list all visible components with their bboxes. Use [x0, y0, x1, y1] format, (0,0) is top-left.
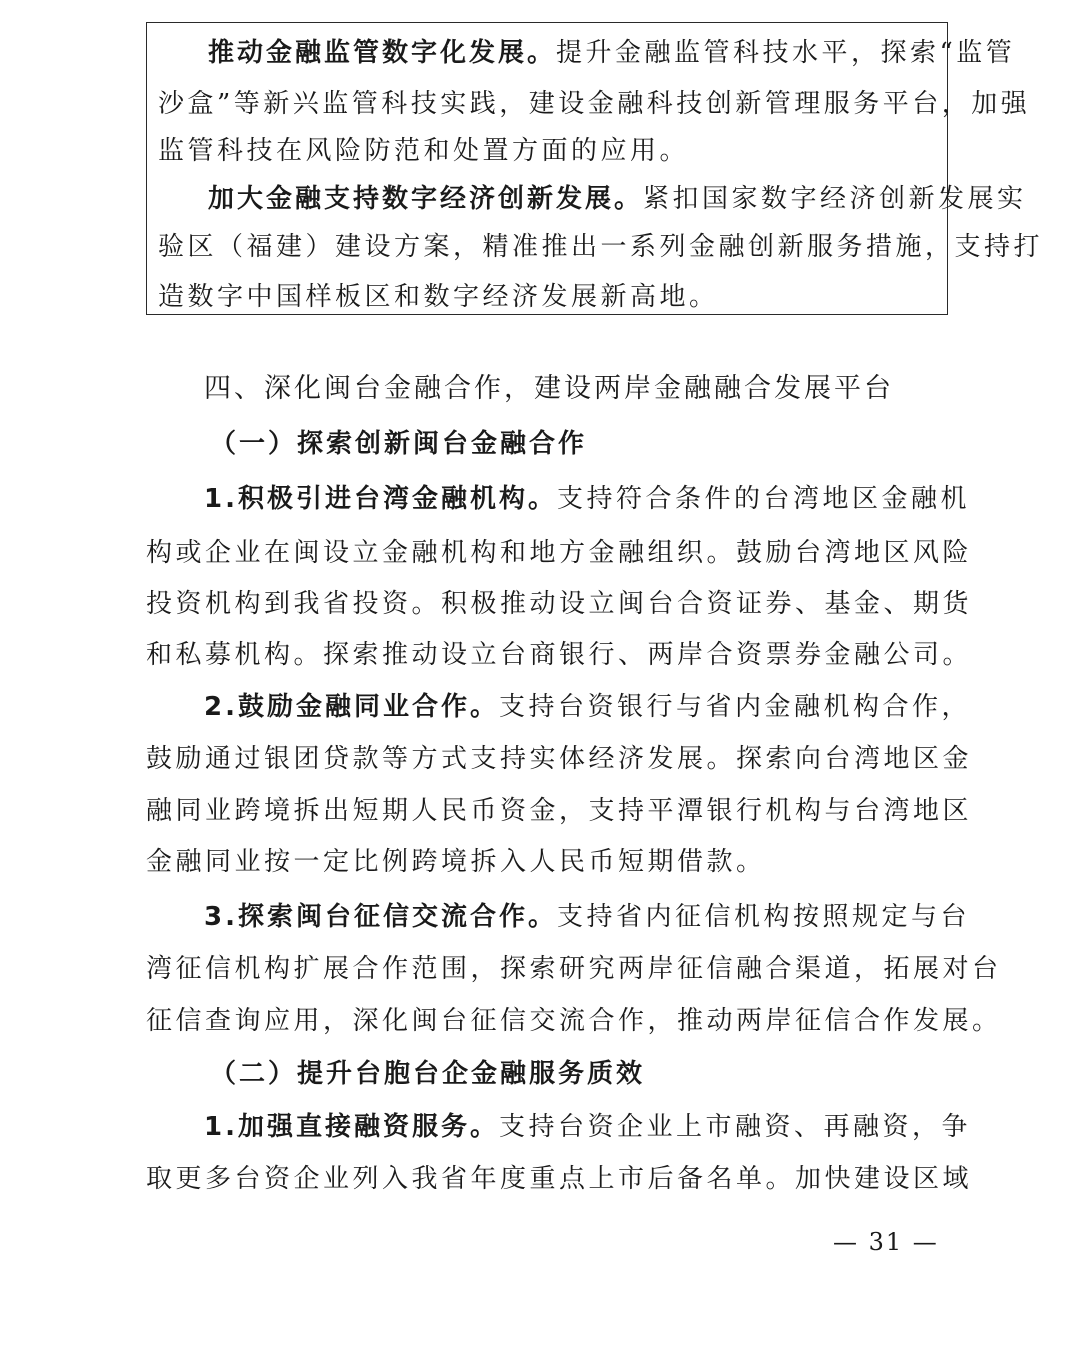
item3-line1 [204, 900, 970, 934]
item2-line4: 金融同业按一定比例跨境拆入人民币短期借款。 [146, 847, 766, 877]
item1-text1: 支持符合条件的台湾地区金融机 [556, 484, 970, 514]
item2-line3: 融同业跨境拆出短期人民币资金，支持平潭银行机构与台湾地区 [146, 796, 973, 826]
box-p1-line2: 沙盒”等新兴监管科技实践，建设金融科技创新管理服务平台，加强 [158, 89, 1031, 119]
page-number: — 31 — [833, 1228, 939, 1256]
item1-line3: 投资机构到我省投资。积极推动设立闽台合资证券、基金、期货 [146, 589, 973, 619]
subheading-1: （一）探索创新闽台金融合作 [210, 429, 588, 459]
item2-line2: 鼓励通过银团贷款等方式支持实体经济发展。探索向台湾地区金 [146, 744, 973, 774]
item2-line1 [204, 690, 971, 724]
box-p1-line1 [208, 36, 1015, 70]
item1-line2: 构或企业在闽设立金融机构和地方金融组织。鼓励台湾地区风险 [146, 538, 973, 568]
item2-text1: 支持台资银行与省内金融机构合作， [498, 692, 971, 722]
item3-line2: 湾征信机构扩展合作范围，探索研究两岸征信融合渠道，拓展对台 [146, 954, 1002, 984]
box-p2-line3: 造数字中国样板区和数字经济发展新高地。 [158, 282, 719, 312]
item4-lead: 1.加强直接融资服务。 [204, 1112, 499, 1142]
item4-text1: 支持台资企业上市融资、再融资，争 [498, 1112, 971, 1142]
subheading-2: （二）提升台胞台企金融服务质效 [210, 1059, 646, 1089]
item4-line2: 取更多台资企业列入我省年度重点上市后备名单。加快建设区域 [146, 1164, 973, 1194]
item3-text1: 支持省内征信机构按照规定与台 [556, 902, 970, 932]
item3-lead: 3.探索闽台征信交流合作。 [204, 902, 557, 932]
box-p1-lead: 推动金融监管数字化发展。 [208, 38, 557, 68]
item1-line4: 和私募机构。探索推动设立台商银行、两岸合资票券金融公司。 [146, 640, 973, 670]
item3-line3: 征信查询应用，深化闽台征信交流合作，推动两岸征信合作发展。 [146, 1006, 1002, 1036]
item1-lead: 1.积极引进台湾金融机构。 [204, 484, 557, 514]
box-p1-line3: 监管科技在风险防范和处置方面的应用。 [158, 136, 690, 166]
box-p2-lead: 加大金融支持数字经济创新发展。 [208, 184, 644, 214]
box-p2-line2: 验区（福建）建设方案，精准推出一系列金融创新服务措施，支持打 [158, 232, 1044, 262]
item4-line1 [204, 1110, 971, 1144]
box-p1-text1: 提升金融监管科技水平，探索“监管 [556, 38, 1016, 68]
section-heading: 四、深化闽台金融合作，建设两岸金融融合发展平台 [204, 373, 894, 404]
box-p2-text1: 紧扣国家数字经济创新发展实 [643, 184, 1027, 214]
box-p2-line1 [208, 182, 1027, 216]
item2-lead: 2.鼓励金融同业合作。 [204, 692, 499, 722]
item1-line1 [204, 482, 970, 516]
